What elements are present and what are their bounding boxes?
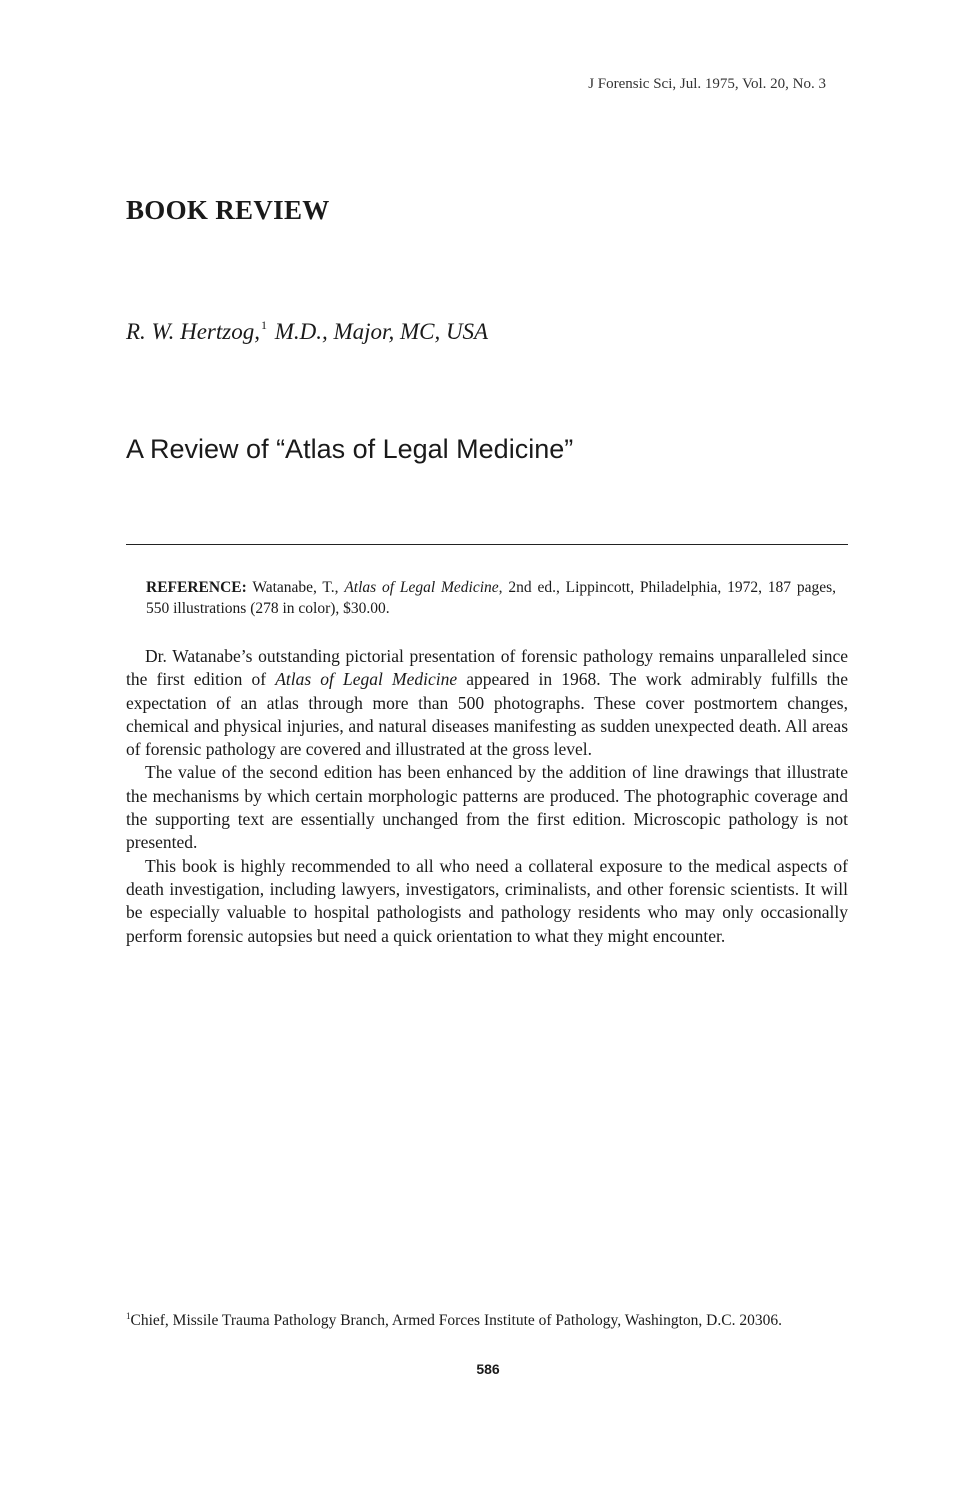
author-line bbox=[126, 318, 488, 345]
reference-details: 2nd ed., Lippincott, Philadelphia, 1972, 187 pages, 550 illustrations (278 in color), $30.00. bbox=[146, 579, 837, 617]
paragraph-2: The value of the second edition has been enhanced by the addition of line drawings that illustrate the mechanisms by which certain morphologic patterns are produced. The photographic coverage and the supporting text are essentially unchanged from the first edition. Microscopic pathology is not presented. bbox=[126, 762, 848, 853]
divider-rule bbox=[126, 544, 848, 545]
author-credentials: M.D., Major, MC, USA bbox=[274, 319, 489, 344]
reference-author: Watanabe, T., bbox=[252, 579, 339, 596]
paragraph-3: This book is highly recommended to all who need a collateral exposure to the medical aspects of death investigation, including lawyers, investigators, criminalists, and other forensic scientists. It will be especially valuable to hospital pathologists and pathology residents who may only occasionally perform forensic autopsies but need a quick orientation to what they might encounter. bbox=[126, 855, 848, 946]
reference-label: REFERENCE: bbox=[146, 579, 247, 596]
paragraph-1-book-title: Atlas of Legal Medicine bbox=[275, 669, 458, 690]
paragraph-1 bbox=[126, 645, 848, 761]
footnote-mark: 1 bbox=[126, 1311, 131, 1321]
article-title: A Review of “Atlas of Legal Medicine” bbox=[126, 434, 574, 464]
author-name: R. W. Hertzog, bbox=[126, 319, 260, 344]
author-footnote-mark: 1 bbox=[260, 318, 267, 332]
footnote bbox=[126, 1306, 848, 1331]
journal-reference: J Forensic Sci, Jul. 1975, Vol. 20, No. 3 bbox=[588, 76, 826, 92]
paragraph-1-end: appeared in 1968. The work admirably fulfills the expectation of an atlas through more than 500 photographs. These cover postmortem changes, chemical and physical injuries, and natural diseases manifesting as sudden unexpected death. All areas of forensic pathology are covered and illustrated at the gross level. bbox=[126, 669, 849, 760]
reference-book-title: Atlas of Legal Medicine, bbox=[344, 579, 503, 596]
page-number: 586 bbox=[476, 1361, 500, 1377]
paragraph-1-start: Dr. Watanabe’s outstanding pictorial presentation of forensic pathology remains unparalleled since the first edition of bbox=[126, 646, 848, 690]
footnote-text: Chief, Missile Trauma Pathology Branch, Armed Forces Institute of Pathology, Washington, D.C. 20306. bbox=[130, 1312, 782, 1329]
section-title: BOOK REVIEW bbox=[126, 195, 330, 225]
review-body bbox=[126, 645, 848, 948]
reference-block bbox=[146, 577, 836, 619]
